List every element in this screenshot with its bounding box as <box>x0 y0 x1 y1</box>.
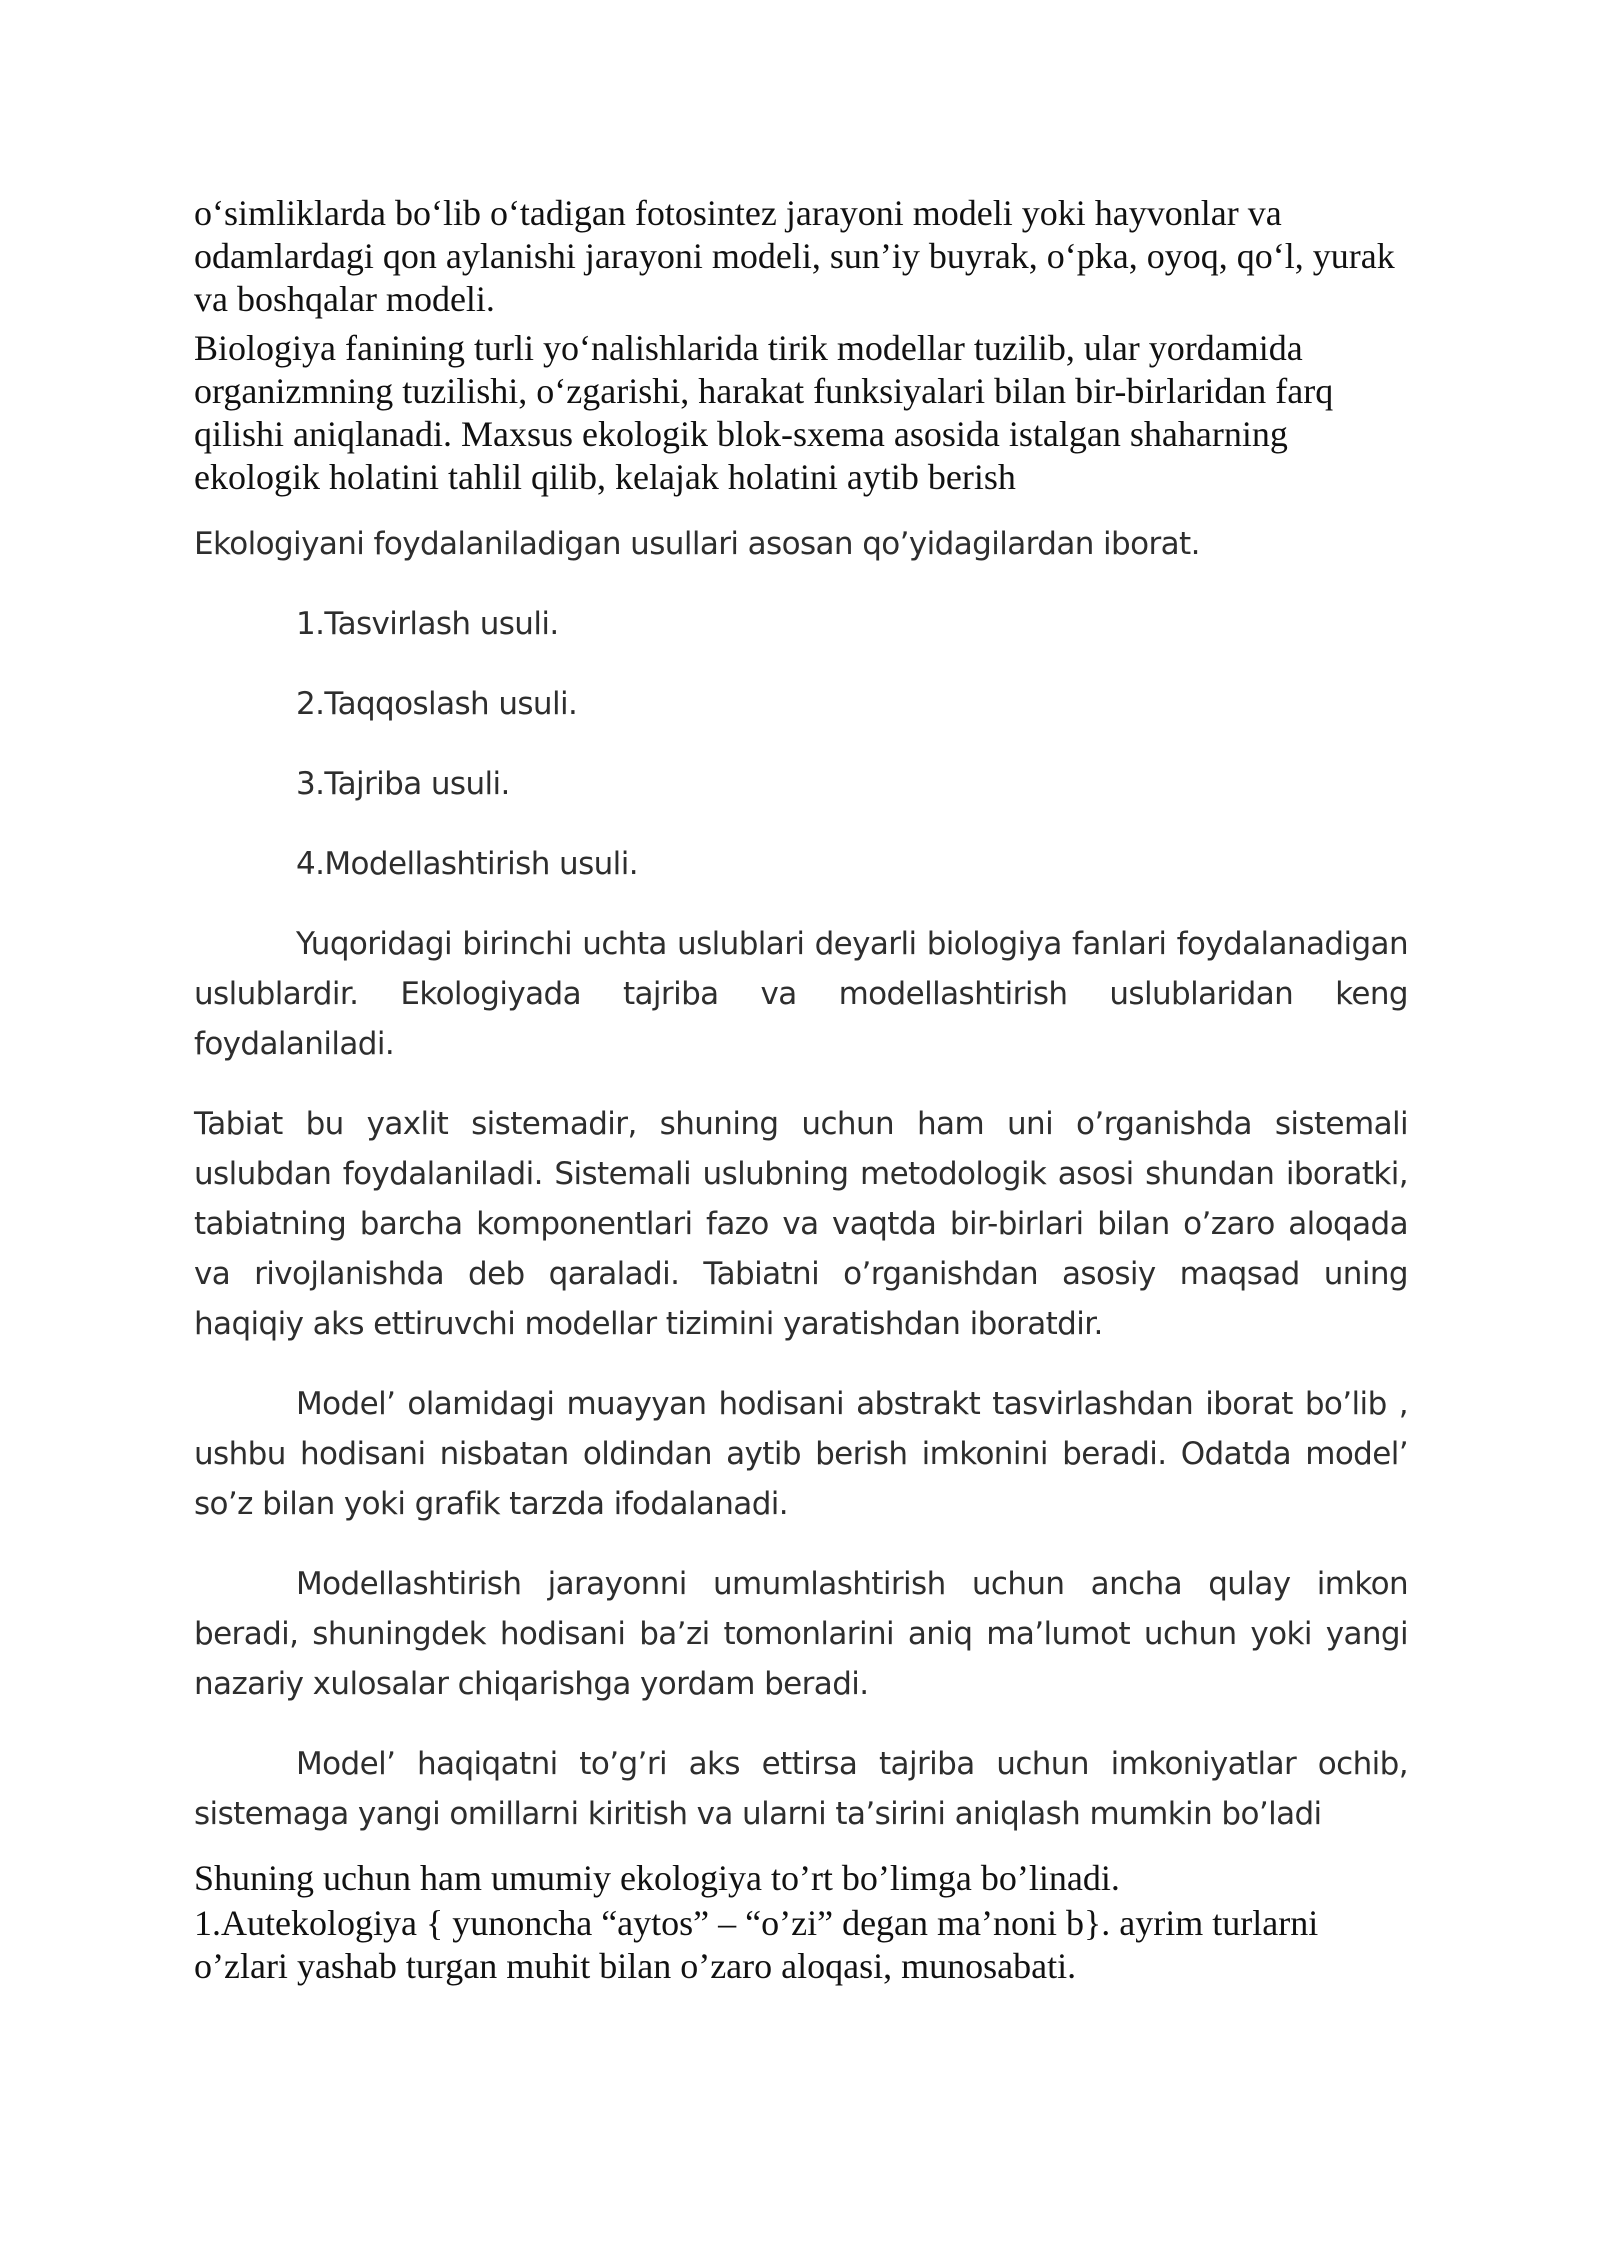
paragraph-modelling-benefits: Modellashtirish jarayonni umumlashtirish uchun ancha qulay imkon beradi, shuningdek hodisani ba’zi tomonlarini aniq ma’lumot uchun yoki yangi nazariy xulosalar chiqarishga yordam beradi. <box>194 1566 1408 1702</box>
paragraph-ecology-sections: Shuning uchun ham umumiy ekologiya to’rt bo’limga bo’linadi. <box>194 1858 1120 1898</box>
list-item: 3.Tajriba usuli. <box>296 766 510 802</box>
paragraph-methods-intro: Ekologiyani foydalaniladigan usullari asosan qo’yidagilardan iborat. <box>194 526 1200 562</box>
paragraph-models-examples: o‘simliklarda bo‘lib o‘tadigan fotosintez jarayoni modeli yoki hayvonlar va odamlardagi qon aylanishi jarayoni modeli, sun’iy buyrak, o‘pka, oyoq, qo‘l, yurak va boshqalar modeli. <box>194 193 1395 319</box>
list-item: 4.Modellashtirish usuli. <box>296 846 638 882</box>
methods-list <box>194 599 1408 889</box>
paragraph-model-experiment: Model’ haqiqatni to’g’ri aks ettirsa tajriba uchun imkoniyatlar ochib, sistemaga yangi omillarni kiritish va ularni ta’sirini aniqlash mumkin bo’ladi <box>194 1746 1408 1832</box>
paragraph-model-definition: Model’ olamidagi muayyan hodisani abstrakt tasvirlashdan iborat bo’lib , ushbu hodisani nisbatan oldindan aytib berish imkonini beradi. Odatda model’ so’z bilan yoki grafik tarzda ifodalanadi. <box>194 1386 1408 1522</box>
paragraph-systemic-method: Tabiat bu yaxlit sistemadir, shuning uchun ham uni o’rganishda sistemali uslubdan foydalaniladi. Sistemali uslubning metodologik asosi shundan iboratki, tabiatning barcha komponentlari fazo va vaqtda bir-birlari bilan o’zaro aloqada va rivojlanishda deb qaraladi. Tabiatni o’rganishdan asosiy maqsad uning haqiqiy aks ettiruvchi modellar tizimini yaratishdan iboratdir. <box>194 1106 1408 1342</box>
list-item: 1.Tasvirlash usuli. <box>296 606 559 642</box>
list-item: 2.Taqqoslash usuli. <box>296 686 578 722</box>
paragraph-living-models: Biologiya fanining turli yo‘nalishlarida tirik modellar tuzilib, ular yordamida organizmning tuzilishi, o‘zgarishi, harakat funksiyalari bilan bir-birlaridan farq qilishi aniqlanadi. Maxsus ekologik blok-sxema asosida istalgan shaharning ekologik holatini tahlil qilib, kelajak holatini aytib berish <box>194 328 1334 497</box>
paragraph-first-three-methods: Yuqoridagi birinchi uchta uslublari deyarli biologiya fanlari foydalanadigan uslublardir. Ekologiyada tajriba va modellashtirish uslublaridan keng foydalaniladi. <box>194 926 1408 1062</box>
paragraph-autecology: 1.Autekologiya { yunoncha “aytos” – “o’zi” degan ma’noni b}. ayrim turlarni o’zlari yashab turgan muhit bilan o’zaro aloqasi, munosabati. <box>194 1903 1319 1986</box>
document-body <box>194 192 1408 1988</box>
